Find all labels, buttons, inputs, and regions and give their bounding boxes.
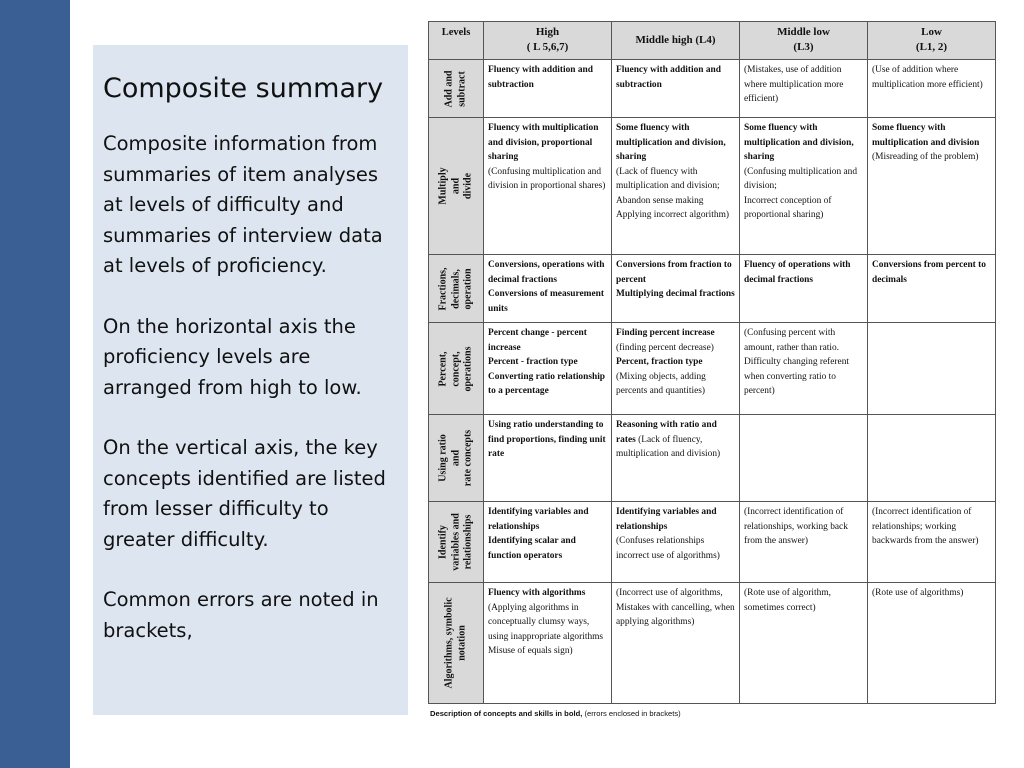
table-cell	[612, 323, 740, 415]
cell-line	[616, 165, 735, 194]
error-text: (Incorrect use of algorithms, Mistakes with cancelling, when applying algorithms)	[616, 588, 735, 627]
cell-line	[488, 287, 607, 316]
level-header-low	[868, 22, 996, 60]
cell-line	[744, 63, 863, 107]
level-header-code: (L3)	[793, 41, 814, 53]
concept-text: Conversions from percent to decimals	[872, 260, 986, 285]
row-heading	[429, 255, 484, 323]
cell-line	[872, 150, 991, 165]
row-heading-label	[444, 597, 469, 688]
cell-line	[744, 258, 863, 287]
row-heading-line: divide	[462, 172, 474, 200]
row-heading-line: notation	[456, 625, 467, 661]
table-row	[429, 60, 996, 118]
error-text: Misuse of equals sign)	[488, 646, 573, 656]
cell-line	[872, 63, 991, 92]
level-header-name: Low	[921, 26, 942, 38]
level-header-code: ( L 5,6,7)	[526, 41, 569, 53]
error-text: (Mistakes, use of addition where multiplication more efficient)	[744, 65, 844, 104]
cell-line	[616, 370, 735, 399]
row-heading-line: variables and	[449, 513, 461, 571]
concept-text: Reasoning with ratio and rates	[616, 420, 717, 445]
error-text: (Incorrect identification of relationships; working backwards from the answer)	[872, 507, 979, 546]
table-cell	[868, 415, 996, 502]
table-cell	[612, 255, 740, 323]
table-cell	[484, 583, 612, 704]
cell-line	[744, 326, 863, 399]
concept-text: Identifying scalar and function operators	[488, 536, 576, 561]
row-heading-line: and	[449, 177, 461, 195]
row-heading-line: Multiply	[437, 167, 449, 205]
row-heading	[429, 60, 484, 118]
row-heading	[429, 583, 484, 704]
table-cell	[868, 502, 996, 583]
concept-text: Identifying variables and relationships	[616, 507, 717, 532]
row-heading-label	[437, 430, 475, 486]
error-text: (Lack of fluency, multiplication and division)	[616, 434, 721, 459]
level-header-middle-high: Middle high (L4)	[612, 22, 740, 60]
levels-header: Levels	[429, 22, 484, 60]
cell-line	[744, 194, 863, 223]
concept-text: Some fluency with multiplication and division, sharing	[616, 123, 726, 162]
table-cell	[484, 118, 612, 255]
table-cell	[740, 118, 868, 255]
cell-line	[616, 326, 735, 355]
table-header-row	[429, 22, 996, 60]
concept-text: Fluency with addition and subtraction	[616, 65, 721, 90]
concept-text: Percent, fraction type	[616, 357, 703, 367]
row-heading-line: decimals,	[449, 268, 461, 309]
cell-line	[488, 644, 607, 659]
cell-line	[616, 586, 735, 630]
table-caption	[428, 709, 996, 718]
cell-line	[488, 370, 607, 399]
error-text: (finding percent decrease)	[616, 342, 714, 353]
cell-line	[488, 63, 607, 92]
cell-line	[488, 418, 607, 462]
table-cell	[484, 60, 612, 118]
row-heading-line: relationships	[462, 514, 474, 570]
concept-text: Finding percent increase	[616, 328, 715, 338]
row-heading-line: concept,	[449, 350, 461, 387]
error-text: (Confusing multiplication and division in proportional shares)	[488, 166, 606, 191]
table-cell	[612, 502, 740, 583]
cell-line	[616, 63, 735, 92]
caption-rest: (errors enclosed in brackets)	[582, 709, 681, 718]
error-text: (Incorrect identification of relationships, working back from the answer)	[744, 507, 848, 546]
concept-text: Conversions, operations with decimal fractions	[488, 260, 605, 285]
error-text: (Misreading of the problem)	[872, 152, 979, 162]
concept-text: Identifying variables and relationships	[488, 507, 589, 532]
concept-text: Converting ratio relationship to a percentage	[488, 371, 606, 396]
concept-text: Fluency of operations with decimal fractions	[744, 260, 851, 285]
concept-table	[428, 21, 996, 704]
error-text: (Confusing percent with amount, rather than ratio. Difficulty changing referent when converting ratio to percent)	[744, 328, 849, 396]
table-cell	[740, 60, 868, 118]
cell-line	[488, 121, 607, 165]
table-cell	[868, 60, 996, 118]
row-heading-line: Percent,	[437, 350, 449, 387]
row-heading	[429, 118, 484, 255]
summary-paragraph: On the horizontal axis the proficiency levels are arranged from high to low.	[103, 314, 362, 399]
row-heading-line: operations	[462, 346, 474, 391]
level-header-high	[484, 22, 612, 60]
error-text: (Applying algorithms in conceptually clumsy ways, using inappropriate algorithms	[488, 602, 604, 642]
row-heading-line: Algorithms, symbolic	[443, 597, 455, 689]
cell-line	[616, 194, 735, 223]
concept-text: Conversions of measurement units	[488, 289, 604, 314]
cell-line	[872, 586, 991, 601]
concept-table-figure	[428, 21, 996, 718]
error-text: (Rote use of algorithms)	[872, 588, 964, 598]
cell-line	[872, 121, 991, 150]
left-accent-bar	[0, 0, 70, 768]
cell-line	[488, 505, 607, 534]
cell-line	[744, 505, 863, 549]
row-heading	[429, 415, 484, 502]
summary-paragraph: Composite information from summaries of item analyses at levels of difficulty and summaries of interview data at levels of proficiency.	[103, 132, 383, 278]
cell-line	[488, 258, 607, 287]
row-heading-line: Identify	[437, 525, 449, 559]
error-text: (Lack of fluency with multiplication and division;	[616, 166, 720, 191]
concept-text: Fluency with multiplication and division, proportional sharing	[488, 123, 599, 162]
row-heading-label	[437, 513, 475, 571]
cell-line	[616, 121, 735, 165]
error-text: (Rote use of algorithm, sometimes correct)	[744, 588, 831, 613]
concept-text: Fluency with algorithms	[488, 588, 586, 598]
row-heading-label	[437, 167, 475, 204]
cell-line	[744, 165, 863, 194]
cell-line	[616, 505, 735, 534]
summary-panel	[93, 45, 408, 715]
error-text: (Confusing multiplication and division;	[744, 166, 858, 191]
table-cell	[612, 583, 740, 704]
table-cell	[484, 502, 612, 583]
table-cell	[612, 415, 740, 502]
table-cell	[740, 323, 868, 415]
cell-line	[488, 355, 607, 370]
cell-line	[744, 121, 863, 165]
cell-line	[488, 165, 607, 194]
concept-text: Using ratio understanding to find proportions, finding unit rate	[488, 420, 606, 459]
caption-bold: Description of concepts and skills in bold,	[430, 709, 583, 718]
cell-line	[616, 287, 735, 302]
cell-line	[616, 355, 735, 370]
summary-paragraph: On the vertical axis, the key concepts identified are listed from lesser difficulty to greater difficulty.	[103, 436, 386, 551]
table-row	[429, 583, 996, 704]
table-cell	[868, 118, 996, 255]
table-cell	[868, 255, 996, 323]
table-row	[429, 323, 996, 415]
row-heading-label	[437, 346, 475, 391]
cell-line	[488, 601, 607, 645]
row-heading-label	[437, 267, 475, 310]
error-text: (Mixing objects, adding percents and quantities)	[616, 371, 706, 396]
concept-text: Percent change - percent increase	[488, 328, 587, 353]
row-heading	[429, 502, 484, 583]
error-text: (Use of addition where multiplication more efficient)	[872, 65, 983, 90]
row-heading	[429, 323, 484, 415]
row-heading-label	[444, 70, 469, 107]
summary-title: Composite summary	[103, 73, 384, 104]
table-row	[429, 415, 996, 502]
table-cell	[484, 323, 612, 415]
cell-line	[616, 258, 735, 287]
cell-line	[488, 326, 607, 355]
error-text: (Confuses relationships incorrect use of algorithms)	[616, 536, 720, 561]
row-heading-line: Using ratio	[437, 434, 449, 482]
cell-line	[616, 534, 735, 563]
row-heading-line: and	[449, 449, 461, 467]
table-cell	[868, 323, 996, 415]
table-row	[429, 502, 996, 583]
cell-line	[488, 586, 607, 601]
concept-text: Conversions from fraction to percent	[616, 260, 732, 285]
row-heading-line: operation	[462, 267, 474, 310]
row-heading-line: subtract	[456, 70, 467, 107]
table-row	[429, 118, 996, 255]
table-cell	[868, 583, 996, 704]
table-cell	[612, 118, 740, 255]
cell-line	[872, 505, 991, 549]
concept-text: Some fluency with multiplication and division	[872, 123, 980, 148]
error-text: Abandon sense making Applying incorrect algorithm)	[616, 195, 729, 220]
row-heading-line: Fractions,	[437, 266, 449, 311]
table-cell	[612, 60, 740, 118]
cell-line	[872, 258, 991, 287]
level-header-code: (L1, 2)	[915, 41, 948, 53]
cell-line	[616, 418, 735, 462]
concept-text: Some fluency with multiplication and division, sharing	[744, 123, 854, 162]
cell-line	[488, 534, 607, 563]
table-cell	[484, 255, 612, 323]
table-cell	[740, 255, 868, 323]
concept-text: Multiplying decimal fractions	[616, 289, 735, 299]
table-cell	[740, 415, 868, 502]
error-text: Incorrect conception of proportional sharing)	[744, 195, 832, 220]
level-header-middle-low	[740, 22, 868, 60]
summary-paragraph: Common errors are noted in brackets,	[103, 588, 379, 642]
table-cell	[740, 583, 868, 704]
row-heading-line: rate concepts	[462, 429, 474, 487]
table-row	[429, 255, 996, 323]
level-header-name: Middle low	[777, 26, 830, 38]
table-cell	[740, 502, 868, 583]
concept-text: Fluency with addition and subtraction	[488, 65, 593, 90]
concept-text: Percent - fraction type	[488, 357, 578, 367]
row-heading-line: Add and	[443, 70, 455, 107]
table-cell	[484, 415, 612, 502]
level-header-name: High	[535, 26, 560, 38]
cell-line	[744, 586, 863, 615]
